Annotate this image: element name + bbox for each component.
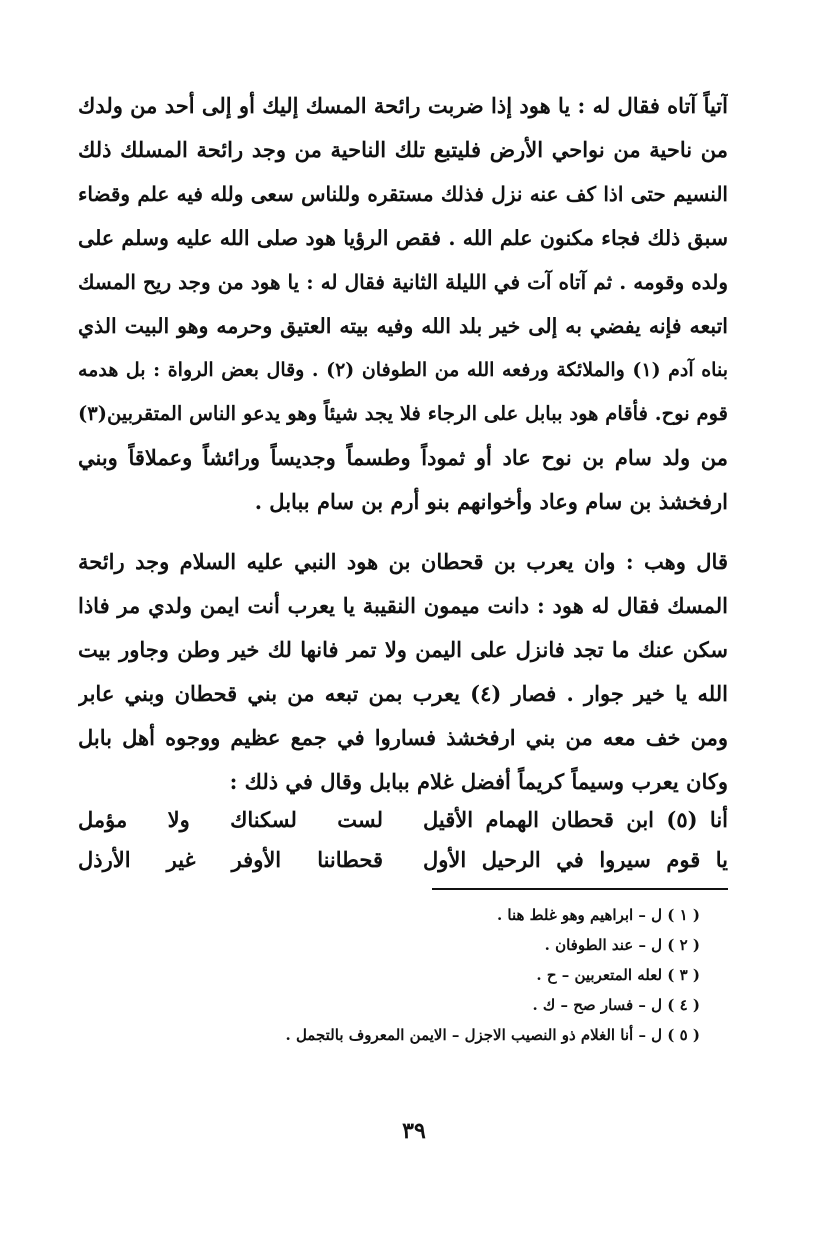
- text-line: من ناحية من نواحي الأرض فليتبع تلك الناحية من وجد رائحة المسلك ذلك: [78, 137, 728, 162]
- verse-first-hemistich: يا قوم سيروا في الرحيل الأول: [423, 847, 728, 872]
- text-line: ارفخشذ بن سام وعاد وأخوانهم بنو أرم بن سام ببابل .: [254, 489, 728, 514]
- verse-line: [78, 800, 728, 840]
- footnotes: [200, 900, 700, 1050]
- text-line: الله يا خير جوار . فصار (٤) يعرب بمن تبعه من بني قحطان وبني عابر: [78, 681, 728, 706]
- footnote: ( ٣ ) لعله المتعربين – ح .: [536, 966, 700, 984]
- verse-line: [78, 840, 728, 880]
- footnote: ( ١ ) ل – ابراهيم وهو غلط هنا .: [496, 906, 700, 924]
- poem-verses: [78, 800, 728, 880]
- text-line: ولده وقومه . ثم آتاه آت في الليلة الثانية فقال له : يا هود من وجد ريح المسك: [78, 270, 728, 294]
- footnote: ( ٤ ) ل – فسار صح – ك .: [532, 996, 700, 1014]
- paragraph-2: [78, 540, 728, 804]
- verse-second-hemistich: قحطاننا الأوفر غير الأرذل: [78, 847, 383, 872]
- text-line: آتياً آتاه فقال له : يا هود إذا ضربت رائحة المسك إليك أو إلى أحد من ولدك: [78, 93, 728, 118]
- text-line: اتبعه فإنه يفضي به إلى خير بلد الله وفيه بيته العتيق وحرمه وهو البيت الذي: [78, 314, 728, 338]
- paragraph-1: [78, 84, 728, 524]
- footnote: ( ٢ ) ل – عند الطوفان .: [544, 936, 700, 954]
- text-line: سبق ذلك فجاء مكنون علم الله . فقص الرؤيا هود صلى الله عليه وسلم على: [78, 226, 728, 250]
- verse-second-hemistich: لست لسكناك ولا مؤمل: [78, 807, 383, 832]
- text-line: من ولد سام بن نوح عاد أو ثموداً وطسماً وجديساً ورائشاً وعملاقاً وبني: [78, 445, 728, 470]
- text-line: قال وهب : وان يعرب بن قحطان بن هود النبي عليه السلام وجد رائحة: [78, 549, 728, 574]
- text-line: بناه آدم (١) والملائكة ورفعه الله من الطوفان (٢) . وقال بعض الرواة : بل هدمه: [78, 359, 728, 381]
- text-line: ومن خف معه من بني ارفخشذ فساروا في جمع عظيم ووجوه أهل بابل: [78, 725, 728, 750]
- verse-first-hemistich: أنا (٥) ابن قحطان الهمام الأقيل: [423, 807, 729, 832]
- page-number: ٣٩: [402, 1118, 426, 1144]
- text-line: وكان يعرب وسيماً كريماً أفضل غلام ببابل وقال في ذلك :: [229, 769, 728, 794]
- text-line: المسك فقال له هود : دانت ميمون النقيبة يا يعرب أنت ايمن ولدي مر فاذا: [78, 593, 728, 618]
- text-line: النسيم حتى اذا كف عنه نزل فذلك مستقره وللناس سعى ولله فيه علم وقضاء: [78, 182, 728, 206]
- text-line: قوم نوح. فأقام هود ببابل على الرجاء فلا يجد شيئاً وهو يدعو الناس المتقربين(٣): [78, 402, 728, 425]
- footnote-divider: [432, 888, 728, 890]
- footnote: ( ٥ ) ل – أنا الغلام ذو النصيب الاجزل – الايمن المعروف بالتجمل .: [285, 1026, 700, 1044]
- text-line: سكن عنك ما تجد فانزل على اليمن ولا تمر فانها لك خير وطن وجاور بيت: [78, 637, 728, 662]
